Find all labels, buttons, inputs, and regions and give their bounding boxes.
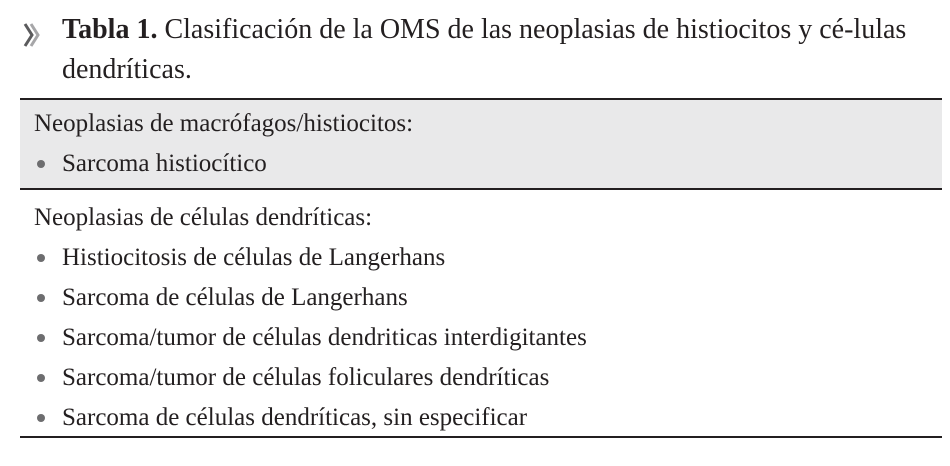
caption-body: Clasificación de la OMS de las neoplasias de histiocitos y cé-lulas dendríticas. bbox=[62, 14, 907, 85]
group-dendritic-cell bbox=[20, 190, 942, 436]
bullet-icon bbox=[37, 160, 45, 168]
bullet-icon bbox=[37, 294, 45, 302]
list-item-text: Sarcoma de células dendríticas, sin especificar bbox=[62, 404, 528, 431]
bullet-icon bbox=[37, 334, 45, 342]
list-item-text: Sarcoma/tumor de células foliculares dendríticas bbox=[62, 364, 550, 391]
caption-text bbox=[62, 10, 942, 90]
bullet-icon bbox=[37, 374, 45, 382]
list-item-text: Histiocitosis de células de Langerhans bbox=[62, 244, 446, 271]
table-caption bbox=[0, 10, 950, 94]
list-item-text: Sarcoma de células de Langerhans bbox=[62, 284, 408, 311]
list-item bbox=[34, 398, 942, 438]
list-item bbox=[34, 278, 942, 318]
list-item bbox=[34, 144, 942, 184]
group-title: Neoplasias de células dendríticas: bbox=[34, 204, 373, 231]
group-macrophage-histiocyte bbox=[20, 100, 942, 188]
bullet-icon bbox=[37, 254, 45, 262]
chevron-right-icon bbox=[22, 22, 42, 48]
group-title: Neoplasias de macrófagos/histiocitos: bbox=[34, 110, 414, 137]
list-item bbox=[34, 358, 942, 398]
classification-table bbox=[20, 98, 942, 438]
list-item bbox=[34, 238, 942, 278]
list-item-text: Sarcoma/tumor de células dendriticas interdigitantes bbox=[62, 324, 587, 351]
list-item-text: Sarcoma histiocítico bbox=[62, 150, 267, 177]
list-item bbox=[34, 318, 942, 358]
caption-label: Tabla 1. bbox=[62, 14, 158, 45]
bullet-icon bbox=[37, 414, 45, 422]
